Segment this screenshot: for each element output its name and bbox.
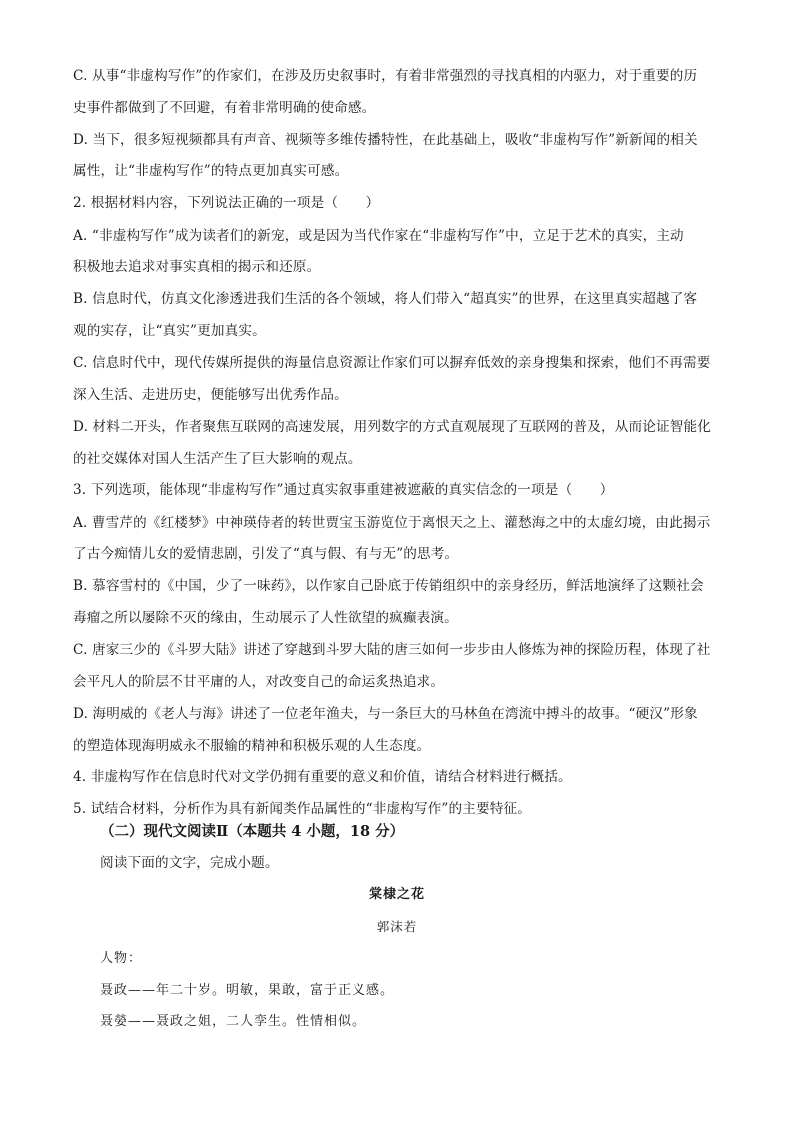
character-nie-ying: 聂嫈——聂政之姐，二人孪生。性情相似。 bbox=[100, 1014, 367, 1029]
characters-label: 人物： bbox=[100, 951, 143, 966]
q3-option-a-line-2: 了古今痴情儿女的爱情悲剧，引发了“真与假、有与无”的思考。 bbox=[73, 546, 459, 562]
q3-option-c-line-2: 会平凡人的阶层不甘平庸的人，对改变自己的命运炙热追求。 bbox=[73, 674, 445, 690]
question-5: 5. 试结合材料，分析作为具有新闻类作品属性的“非虚构写作”的主要特征。 bbox=[73, 801, 531, 817]
option-c-line-1: C. 从事“非虚构写作”的作家们，在涉及历史叙事时，有着非常强烈的寻找真相的内驱力，对于重要的历 bbox=[73, 68, 698, 84]
q3-option-d-line-2: 的塑造体现海明威永不服输的精神和积极乐观的人生态度。 bbox=[73, 738, 431, 754]
q3-option-b-line-1: B. 慕容雪村的《中国，少了一味药》，以作家自己卧底于传销组织中的亲身经历，鲜活地演绎了这颗社会 bbox=[73, 578, 704, 594]
q2-option-b-line-1: B. 信息时代，仿真文化渗透进我们生活的各个领域，将人们带入“超真实”的世界，在这里真实超越了客 bbox=[73, 291, 698, 307]
q3-option-c-line-1: C. 唐家三少的《斗罗大陆》讲述了穿越到斗罗大陆的唐三如何一步步由人修炼为神的探险历程，体现了社 bbox=[73, 642, 711, 658]
question-4: 4. 非虚构写作在信息时代对文学仍拥有重要的意义和价值，请结合材料进行概括。 bbox=[73, 769, 572, 785]
question-3: 3. 下列选项，能体现“非虚构写作”通过真实叙事重建被遮蔽的真实信念的一项是（ ） bbox=[73, 482, 614, 498]
q2-option-c-line-1: C. 信息时代中，现代传媒所提供的海量信息资源让作家们可以摒弃低效的亲身搜集和探索，他们不再需要 bbox=[73, 355, 711, 371]
q2-option-d-line-1: D. 材料二开头，作者聚焦互联网的高速发展，用列数字的方式直观展现了互联网的普及，从而论证智能化 bbox=[73, 419, 711, 435]
q2-option-a-line-2: 积极地去追求对事实真相的揭示和还原。 bbox=[73, 259, 321, 275]
play-title: 棠棣之花 bbox=[368, 887, 425, 902]
character-nie-zheng: 聂政——年二十岁。明敏，果敢，富于正义感。 bbox=[100, 983, 395, 998]
option-d-line-1: D. 当下，很多短视频都具有声音、视频等多维传播特性，在此基础上，吸收“非虚构写作”新新闻的相关 bbox=[73, 132, 698, 148]
section-title: （二）现代文阅读Ⅱ（本题共 4 小题，18 分） bbox=[100, 823, 405, 840]
q2-option-a-line-1: A. “非虚构写作”成为读者们的新宠，或是因为当代作家在“非虚构写作”中，立足于艺术的真实，主动 bbox=[73, 228, 684, 244]
q2-option-c-line-2: 深入生活、走进历史，便能够写出优秀作品。 bbox=[73, 387, 348, 403]
play-author: 郭沫若 bbox=[376, 919, 418, 934]
reading-instruction: 阅读下面的文字，完成小题。 bbox=[100, 855, 279, 871]
q3-option-b-line-2: 毒瘤之所以屡除不灭的缘由，生动展示了人性欲望的疯癫表演。 bbox=[73, 610, 458, 626]
q3-option-a-line-1: A. 曹雪芹的《红楼梦》中神瑛侍者的转世贾宝玉游览位于离恨天之上、灌愁海之中的太虚幻境，由此揭示 bbox=[73, 515, 711, 531]
question-2: 2. 根据材料内容，下列说法正确的一项是（ ） bbox=[73, 195, 380, 211]
q2-option-b-line-2: 观的实存，让“真实”更加真实。 bbox=[73, 323, 266, 339]
q3-option-d-line-1: D. 海明威的《老人与海》讲述了一位老年渔夫，与一条巨大的马林鱼在湾流中搏斗的故事。“硬汉”形象 bbox=[73, 706, 698, 722]
option-c-line-2: 史事件都做到了不回避，有着非常明确的使命感。 bbox=[73, 100, 376, 116]
q2-option-d-line-2: 的社交媒体对国人生活产生了巨大影响的观点。 bbox=[73, 451, 362, 467]
option-d-line-2: 属性，让“非虚构写作”的特点更加真实可感。 bbox=[73, 163, 349, 179]
